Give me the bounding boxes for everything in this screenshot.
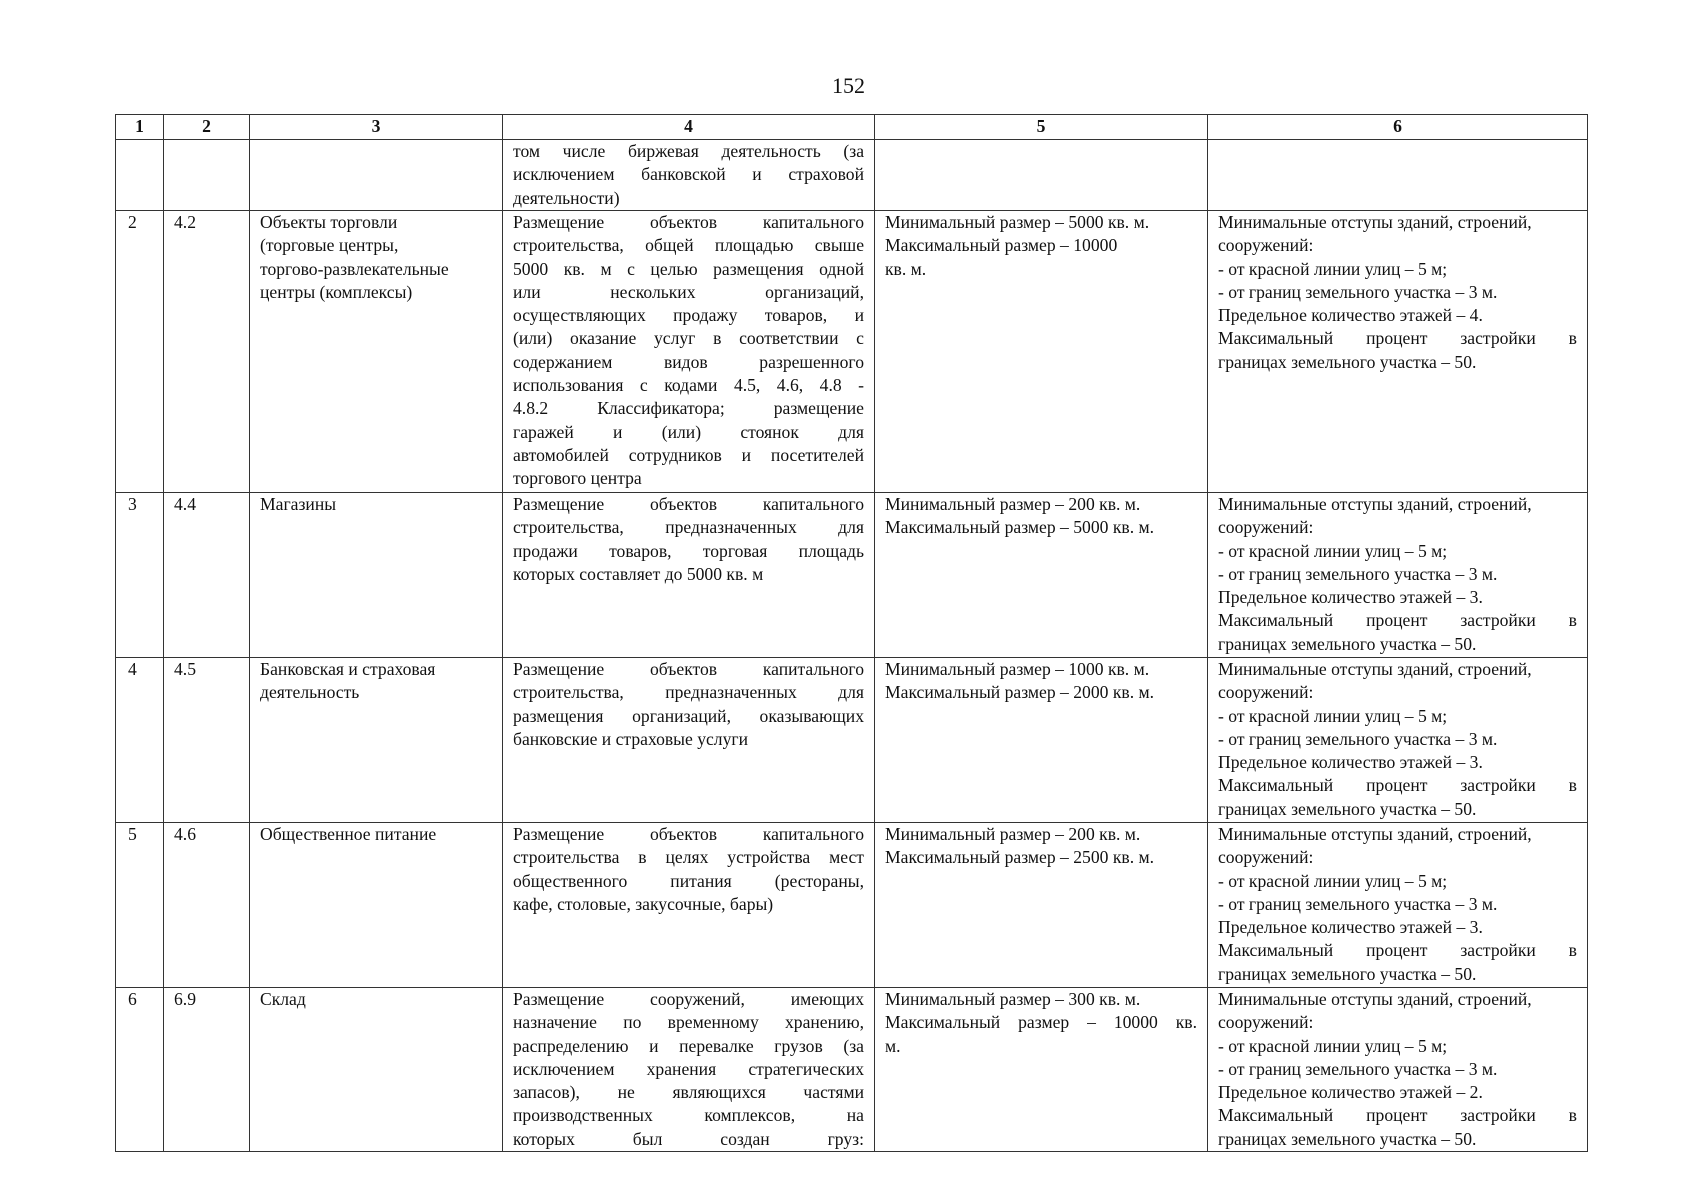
use-name-cell: [250, 493, 503, 658]
use-name-line: Банковская и страховая: [260, 659, 436, 679]
description-line: торгового центра: [513, 468, 642, 489]
params-line: - от границ земельного участка – 3 м.: [1218, 563, 1498, 584]
params-line: Максимальный процент застройки в: [1218, 328, 1577, 349]
params-line: Предельное количество этажей – 3.: [1218, 752, 1483, 773]
table-row: [116, 493, 1588, 658]
params-line: Максимальный процент застройки в: [1218, 775, 1577, 796]
params-line: - от границ земельного участка – 3 м.: [1218, 893, 1498, 914]
size-line: Максимальный размер – 10000: [885, 235, 1118, 256]
params-line: - от красной линии улиц – 5 м;: [1218, 1035, 1448, 1056]
params-line: границах земельного участка – 50.: [1218, 963, 1477, 984]
size-line: Минимальный размер – 1000 кв. м.: [885, 659, 1150, 679]
description-line: производственных комплексов, на: [513, 1105, 864, 1126]
description-cell: [503, 211, 875, 493]
params-line: сооружений:: [1218, 517, 1314, 538]
params-line: - от границ земельного участка – 3 м.: [1218, 281, 1498, 302]
header-cell: 3: [250, 115, 503, 140]
size-line: Минимальный размер – 5000 кв. м.: [885, 212, 1150, 232]
description-line: Размещение объектов капитального: [513, 494, 864, 514]
params-line: Минимальные отступы зданий, строений,: [1218, 494, 1532, 514]
description-line: Размещение объектов капитального: [513, 824, 864, 844]
params-line: Предельное количество этажей – 3.: [1218, 587, 1483, 608]
params-line: сооружений:: [1218, 847, 1314, 868]
description-line: содержанием видов разрешенного: [513, 351, 864, 372]
size-line: Максимальный размер – 2500 кв. м.: [885, 847, 1155, 868]
description-line: Размещение объектов капитального: [513, 212, 864, 232]
size-cell: [875, 140, 1208, 211]
params-line: Максимальный процент застройки в: [1218, 1105, 1577, 1126]
use-name-line: Склад: [260, 989, 306, 1009]
use-name-line: центры (комплексы): [260, 281, 413, 302]
description-line: автомобилей сотрудников и посетителей: [513, 444, 864, 465]
table-row: [116, 658, 1588, 823]
description-line: Размещение объектов капитального: [513, 659, 864, 679]
params-cell: [1208, 493, 1588, 658]
params-line: границах земельного участка – 50.: [1218, 351, 1477, 372]
params-line: - от границ земельного участка – 3 м.: [1218, 1058, 1498, 1079]
description-line: строительства, общей площадью свыше: [513, 235, 864, 256]
table-row: [116, 823, 1588, 988]
description-line: строительства, предназначенных для: [513, 517, 864, 538]
size-line: Максимальный размер – 5000 кв. м.: [885, 517, 1155, 538]
use-name-line: торгово-развлекательные: [260, 258, 449, 279]
params-cell: [1208, 658, 1588, 823]
params-cell: [1208, 211, 1588, 493]
size-line: Минимальный размер – 300 кв. м.: [885, 989, 1141, 1009]
description-line: или нескольких организаций,: [513, 281, 864, 302]
row-number-cell: 4: [116, 658, 164, 823]
description-line: том числе биржевая деятельность (за: [513, 141, 864, 161]
params-line: сооружений:: [1218, 235, 1314, 256]
params-line: Предельное количество этажей – 4.: [1218, 305, 1483, 326]
header-cell: 5: [875, 115, 1208, 140]
params-line: границах земельного участка – 50.: [1218, 633, 1477, 654]
header-cell: 1: [116, 115, 164, 140]
description-cell: [503, 658, 875, 823]
table-row: [116, 988, 1588, 1152]
use-code-cell: 4.2: [164, 211, 250, 493]
use-name-cell: [250, 823, 503, 988]
params-line: Предельное количество этажей – 2.: [1218, 1082, 1483, 1103]
use-name-line: Магазины: [260, 494, 337, 514]
size-line: кв. м.: [885, 258, 927, 279]
description-line: гаражей и (или) стоянок для: [513, 421, 864, 442]
description-line: (или) оказание услуг в соответствии с: [513, 328, 864, 349]
zoning-table: [115, 114, 1588, 1152]
params-line: Максимальный процент застройки в: [1218, 610, 1577, 631]
description-line: исключением хранения стратегических: [513, 1058, 864, 1079]
size-cell: [875, 493, 1208, 658]
description-line: 5000 кв. м с целью размещения одной: [513, 258, 864, 279]
description-line: строительства, предназначенных для: [513, 682, 864, 703]
use-name-cell: [250, 211, 503, 493]
params-line: Минимальные отступы зданий, строений,: [1218, 659, 1532, 679]
description-line: которых был создан груз:: [513, 1128, 864, 1149]
row-number-cell: 3: [116, 493, 164, 658]
use-name-cell: [250, 140, 503, 211]
params-line: - от красной линии улиц – 5 м;: [1218, 258, 1448, 279]
use-name-line: Объекты торговли: [260, 212, 398, 232]
use-name-cell: [250, 658, 503, 823]
use-name-line: деятельность: [260, 682, 360, 703]
size-cell: [875, 823, 1208, 988]
table-row: [116, 211, 1588, 493]
params-line: сооружений:: [1218, 682, 1314, 703]
row-number-cell: 5: [116, 823, 164, 988]
description-line: исключением банковской и страховой: [513, 164, 864, 185]
params-line: границах земельного участка – 50.: [1218, 1128, 1477, 1149]
description-cell: [503, 823, 875, 988]
table-row: [116, 140, 1588, 211]
params-cell: [1208, 988, 1588, 1152]
params-line: Предельное количество этажей – 3.: [1218, 917, 1483, 938]
params-line: - от границ земельного участка – 3 м.: [1218, 728, 1498, 749]
params-cell: [1208, 140, 1588, 211]
header-cell: 2: [164, 115, 250, 140]
params-line: - от красной линии улиц – 5 м;: [1218, 705, 1448, 726]
params-line: Минимальные отступы зданий, строений,: [1218, 824, 1532, 844]
params-line: сооружений:: [1218, 1012, 1314, 1033]
size-cell: [875, 988, 1208, 1152]
header-row: [116, 115, 1588, 140]
description-line: использования с кодами 4.5, 4.6, 4.8 -: [513, 375, 864, 396]
use-name-line: (торговые центры,: [260, 235, 399, 256]
params-line: Максимальный процент застройки в: [1218, 940, 1577, 961]
description-line: кафе, столовые, закусочные, бары): [513, 893, 774, 914]
size-line: Минимальный размер – 200 кв. м.: [885, 494, 1141, 514]
size-line: Минимальный размер – 200 кв. м.: [885, 824, 1141, 844]
use-code-cell: 4.6: [164, 823, 250, 988]
row-number-cell: 2: [116, 211, 164, 493]
size-cell: [875, 211, 1208, 493]
use-code-cell: 4.4: [164, 493, 250, 658]
size-line: Максимальный размер – 2000 кв. м.: [885, 682, 1155, 703]
header-cell: 6: [1208, 115, 1588, 140]
page-number: 152: [832, 73, 865, 98]
params-line: границах земельного участка – 50.: [1218, 798, 1477, 819]
description-cell: [503, 140, 875, 211]
description-cell: [503, 493, 875, 658]
use-code-cell: 4.5: [164, 658, 250, 823]
params-cell: [1208, 823, 1588, 988]
use-name-line: Общественное питание: [260, 824, 437, 844]
description-cell: [503, 988, 875, 1152]
params-line: Минимальные отступы зданий, строений,: [1218, 212, 1532, 232]
description-line: 4.8.2 Классификатора; размещение: [513, 398, 864, 419]
description-line: распределению и перевалке грузов (за: [513, 1035, 864, 1056]
description-line: которых составляет до 5000 кв. м: [513, 563, 764, 584]
params-line: Минимальные отступы зданий, строений,: [1218, 989, 1532, 1009]
params-line: - от красной линии улиц – 5 м;: [1218, 540, 1448, 561]
description-line: осуществляющих продажу товаров, и: [513, 305, 864, 326]
size-line: Максимальный размер – 10000 кв.: [885, 1012, 1197, 1033]
size-line: м.: [885, 1035, 901, 1056]
use-name-cell: [250, 988, 503, 1152]
row-number-cell: [116, 140, 164, 211]
description-line: деятельности): [513, 187, 620, 208]
use-code-cell: 6.9: [164, 988, 250, 1152]
description-line: Размещение сооружений, имеющих: [513, 989, 864, 1009]
description-line: банковские и страховые услуги: [513, 728, 749, 749]
description-line: размещения организаций, оказывающих: [513, 705, 864, 726]
row-number-cell: 6: [116, 988, 164, 1152]
header-cell: 4: [503, 115, 875, 140]
description-line: строительства в целях устройства мест: [513, 847, 864, 868]
description-line: назначение по временному хранению,: [513, 1012, 864, 1033]
use-code-cell: [164, 140, 250, 211]
description-line: продажи товаров, торговая площадь: [513, 540, 864, 561]
params-line: - от красной линии улиц – 5 м;: [1218, 870, 1448, 891]
size-cell: [875, 658, 1208, 823]
description-line: запасов), не являющихся частями: [513, 1082, 864, 1103]
description-line: общественного питания (рестораны,: [513, 870, 864, 891]
